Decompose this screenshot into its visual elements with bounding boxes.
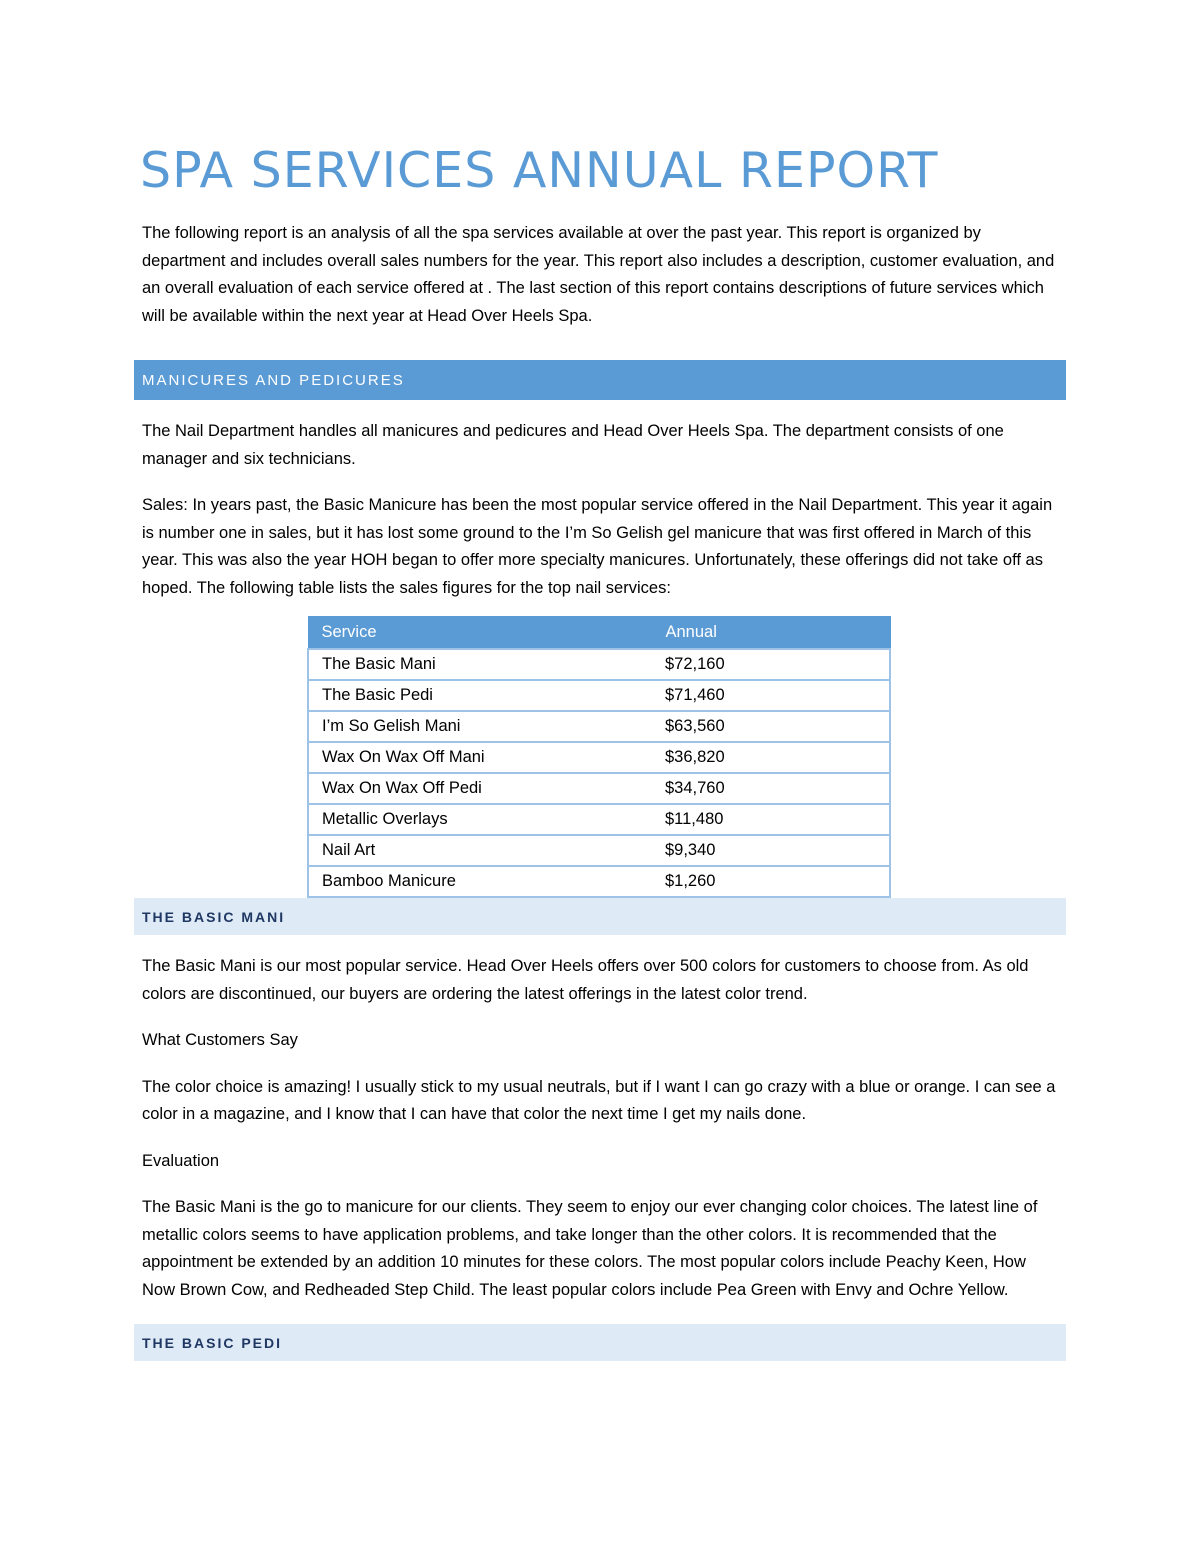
annual-cell: $63,560	[652, 711, 890, 742]
section-heading-manicures-pedicures: MANICURES AND PEDICURES	[134, 360, 1066, 400]
service-cell: Metallic Overlays	[308, 804, 652, 835]
customers-say-label: What Customers Say	[142, 1031, 298, 1049]
service-cell: Nail Art	[308, 835, 652, 866]
sales-table	[307, 616, 891, 898]
service-cell: Wax On Wax Off Mani	[308, 742, 652, 773]
table-row	[308, 866, 890, 897]
service-cell: The Basic Mani	[308, 649, 652, 680]
annual-cell: $9,340	[652, 835, 890, 866]
annual-cell: $72,160	[652, 649, 890, 680]
subheading-basic-pedi: THE BASIC PEDI	[134, 1324, 1066, 1361]
service-cell: Wax On Wax Off Pedi	[308, 773, 652, 804]
service-cell: The Basic Pedi	[308, 680, 652, 711]
table-row	[308, 680, 890, 711]
table-row	[308, 835, 890, 866]
table-row	[308, 742, 890, 773]
table-row	[308, 649, 890, 680]
document-title: SPA SERVICES ANNUAL REPORT	[140, 142, 939, 199]
column-header-service: Service	[308, 617, 652, 650]
annual-cell: $11,480	[652, 804, 890, 835]
intro-paragraph: The following report is an analysis of all the spa services available at over the past year. This report is organized by department and includes overall sales numbers for the year. This report also includes a description, customer evaluation, and an overall evaluation of each service offered at . The last section of this report contains descriptions of future services which will be available within the next year at Head Over Heels Spa.	[142, 224, 1055, 325]
table-row	[308, 804, 890, 835]
evaluation-label: Evaluation	[142, 1151, 220, 1170]
annual-cell: $1,260	[652, 866, 890, 897]
annual-cell: $36,820	[652, 742, 890, 773]
subheading-basic-mani: THE BASIC MANI	[134, 898, 1066, 935]
customer-quote: The color choice is amazing! I usually stick to my usual neutrals, but if I want I can go crazy with a blue or orange. I can see a color in a magazine, and I know that I can have that color the next time I get my nails done.	[142, 1077, 1056, 1123]
evaluation-text: The Basic Mani is the go to manicure for our clients. They seem to enjoy our ever changing color choices. The latest line of metallic colors seems to have application problems, and take longer than the other colors. It is recommended that the appointment be extended by an addition 10 minutes for these colors. The most popular colors include Peachy Keen, How Now Brown Cow, and Redheaded Step Child. The least popular colors include Pea Green with Envy and Ochre Yellow.	[142, 1198, 1038, 1299]
table-row	[308, 773, 890, 804]
service-cell: Bamboo Manicure	[308, 866, 652, 897]
table-row	[308, 711, 890, 742]
service-cell: I’m So Gelish Mani	[308, 711, 652, 742]
column-header-annual: Annual	[652, 617, 890, 650]
document-page	[134, 140, 1066, 1361]
nail-department-description: The Nail Department handles all manicures and pedicures and Head Over Heels Spa. The department consists of one manager and six technicians.	[142, 422, 1004, 468]
sales-table-header-row	[308, 617, 890, 650]
annual-cell: $71,460	[652, 680, 890, 711]
basic-mani-description: The Basic Mani is our most popular service. Head Over Heels offers over 500 colors for customers to choose from. As old colors are discontinued, our buyers are ordering the latest offerings in the latest color trend.	[142, 957, 1029, 1003]
sales-paragraph: Sales: In years past, the Basic Manicure has been the most popular service offered in the Nail Department. This year it again is number one in sales, but it has lost some ground to the I’m So Gelish gel manicure that was first offered in March of this year. This was also the year HOH began to offer more specialty manicures. Unfortunately, these offerings did not take off as hoped. The following table lists the sales figures for the top nail services:	[142, 496, 1053, 597]
annual-cell: $34,760	[652, 773, 890, 804]
